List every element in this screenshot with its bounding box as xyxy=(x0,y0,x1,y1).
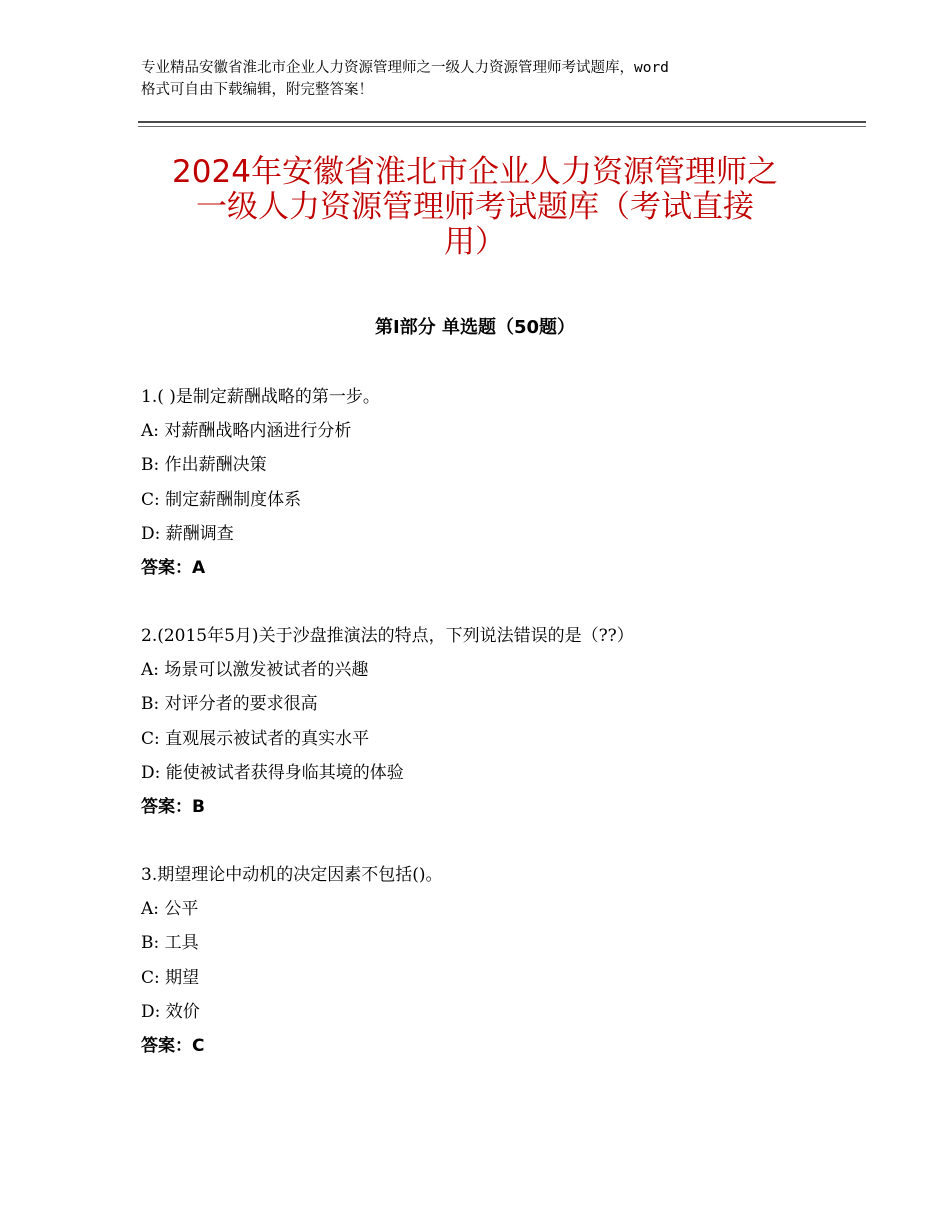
answer-line: 答案：B xyxy=(141,796,205,817)
header-note-line-2: 格式可自由下载编辑，附完整答案！ xyxy=(141,82,373,98)
option-c: C: 直观展示被试者的真实水平 xyxy=(141,728,370,749)
header-divider-thick xyxy=(138,121,866,123)
document-title-line-3: 用） xyxy=(444,224,506,260)
option-a: A: 场景可以激发被试者的兴趣 xyxy=(141,660,369,681)
option-d: D: 效价 xyxy=(141,1001,200,1022)
document-title-line-1: 2024年安徽省淮北市企业人力资源管理师之 xyxy=(172,154,778,190)
document-title-line-2: 一级人力资源管理师考试题库（考试直接 xyxy=(196,189,754,225)
option-b: B: 工具 xyxy=(141,933,199,954)
option-c: C: 期望 xyxy=(141,967,200,988)
option-c: C: 制定薪酬制度体系 xyxy=(141,489,302,510)
answer-line: 答案：A xyxy=(141,557,206,578)
header-note xyxy=(141,57,841,101)
option-a: A: 公平 xyxy=(141,899,199,920)
option-d: D: 薪酬调查 xyxy=(141,523,234,544)
question-stem: 3.期望理论中动机的决定因素不包括()。 xyxy=(141,865,443,885)
header-divider-thin xyxy=(138,126,866,127)
question-stem: 1.( )是制定薪酬战略的第一步。 xyxy=(141,387,380,407)
question-block xyxy=(141,619,861,824)
option-b: B: 对评分者的要求很高 xyxy=(141,694,318,715)
option-a: A: 对薪酬战略内涵进行分析 xyxy=(141,421,352,442)
question-stem: 2.(2015年5月)关于沙盘推演法的特点，下列说法错误的是（??） xyxy=(141,626,634,646)
option-d: D: 能使被试者获得身临其境的体验 xyxy=(141,762,404,783)
answer-line: 答案：C xyxy=(141,1035,205,1056)
question-block xyxy=(141,380,861,585)
section-title: 第Ⅰ部分 单选题（50题） xyxy=(374,317,575,338)
question-block xyxy=(141,858,861,1063)
header-note-line-1: 专业精品安徽省淮北市企业人力资源管理师之一级人力资源管理师考试题库，word xyxy=(141,60,669,76)
option-b: B: 作出薪酬决策 xyxy=(141,455,267,476)
document-title xyxy=(120,155,830,260)
